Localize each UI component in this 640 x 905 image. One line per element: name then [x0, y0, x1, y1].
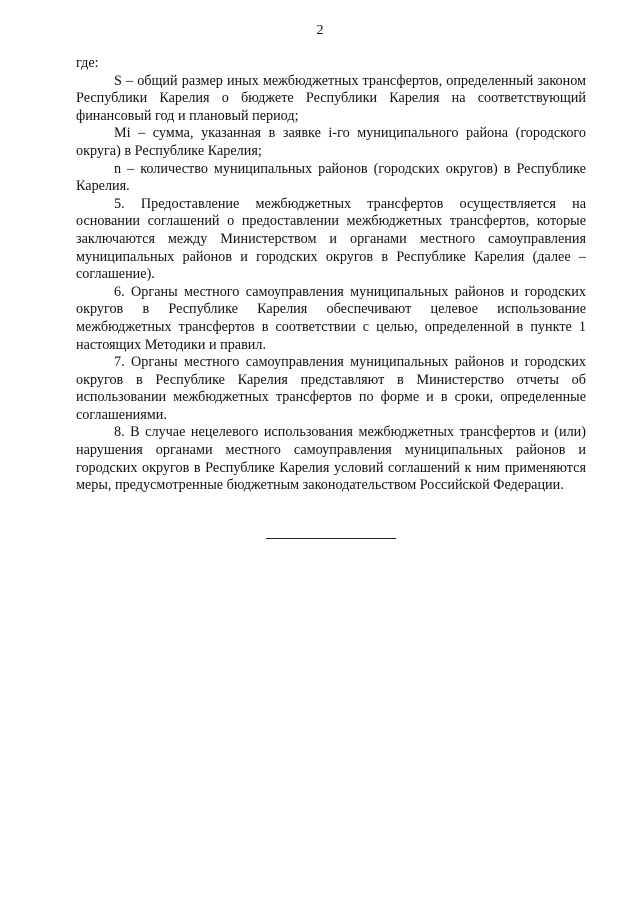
clause-7: 7. Органы местного самоуправления муниципальных районов и городских округов в Республике Карелия представляют в Министерство отчеты об использовании межбюджетных трансфертов по форме и в сроки, определенные соглашениями. [76, 354, 586, 423]
definition-mi: Mi – сумма, указанная в заявке i-го муниципального района (городского округа) в Республике Карелия; [76, 125, 586, 159]
closing-rule [266, 538, 396, 539]
clause-6: 6. Органы местного самоуправления муниципальных районов и городских округов в Республике Карелия обеспечивают целевое использование межбюджетных трансфертов в соответствии с целью, определенной в пункте 1 настоящих Методики и правил. [76, 283, 586, 353]
definition-s: S – общий размер иных межбюджетных трансфертов, определенный законом Республики Карелия о бюджете Республики Карелия на соответствующий финансовый год и плановый период; [76, 72, 586, 124]
clause-5: 5. Предоставление межбюджетных трансфертов осуществляется на основании соглашений о предоставлении межбюджетных трансфертов, которые заключаются между Министерством и органами местного самоуправления муниципальных районов и городских округов в Республике Карелия (далее – соглашение). [76, 195, 586, 283]
where-label: где: [76, 55, 99, 71]
definition-n: n – количество муниципальных районов (городских округов) в Республике Карелия. [76, 160, 586, 195]
clause-8: 8. В случае нецелевого использования межбюджетных трансфертов и (или) нарушения органами местного самоуправления муниципальных районов и городских округов в Республике Карелия условий соглашений к ним применяются меры, предусмотренные бюджетным законодательством Российской Федерации. [76, 424, 586, 494]
document-body [76, 55, 586, 495]
page-number: 2 [316, 23, 324, 38]
